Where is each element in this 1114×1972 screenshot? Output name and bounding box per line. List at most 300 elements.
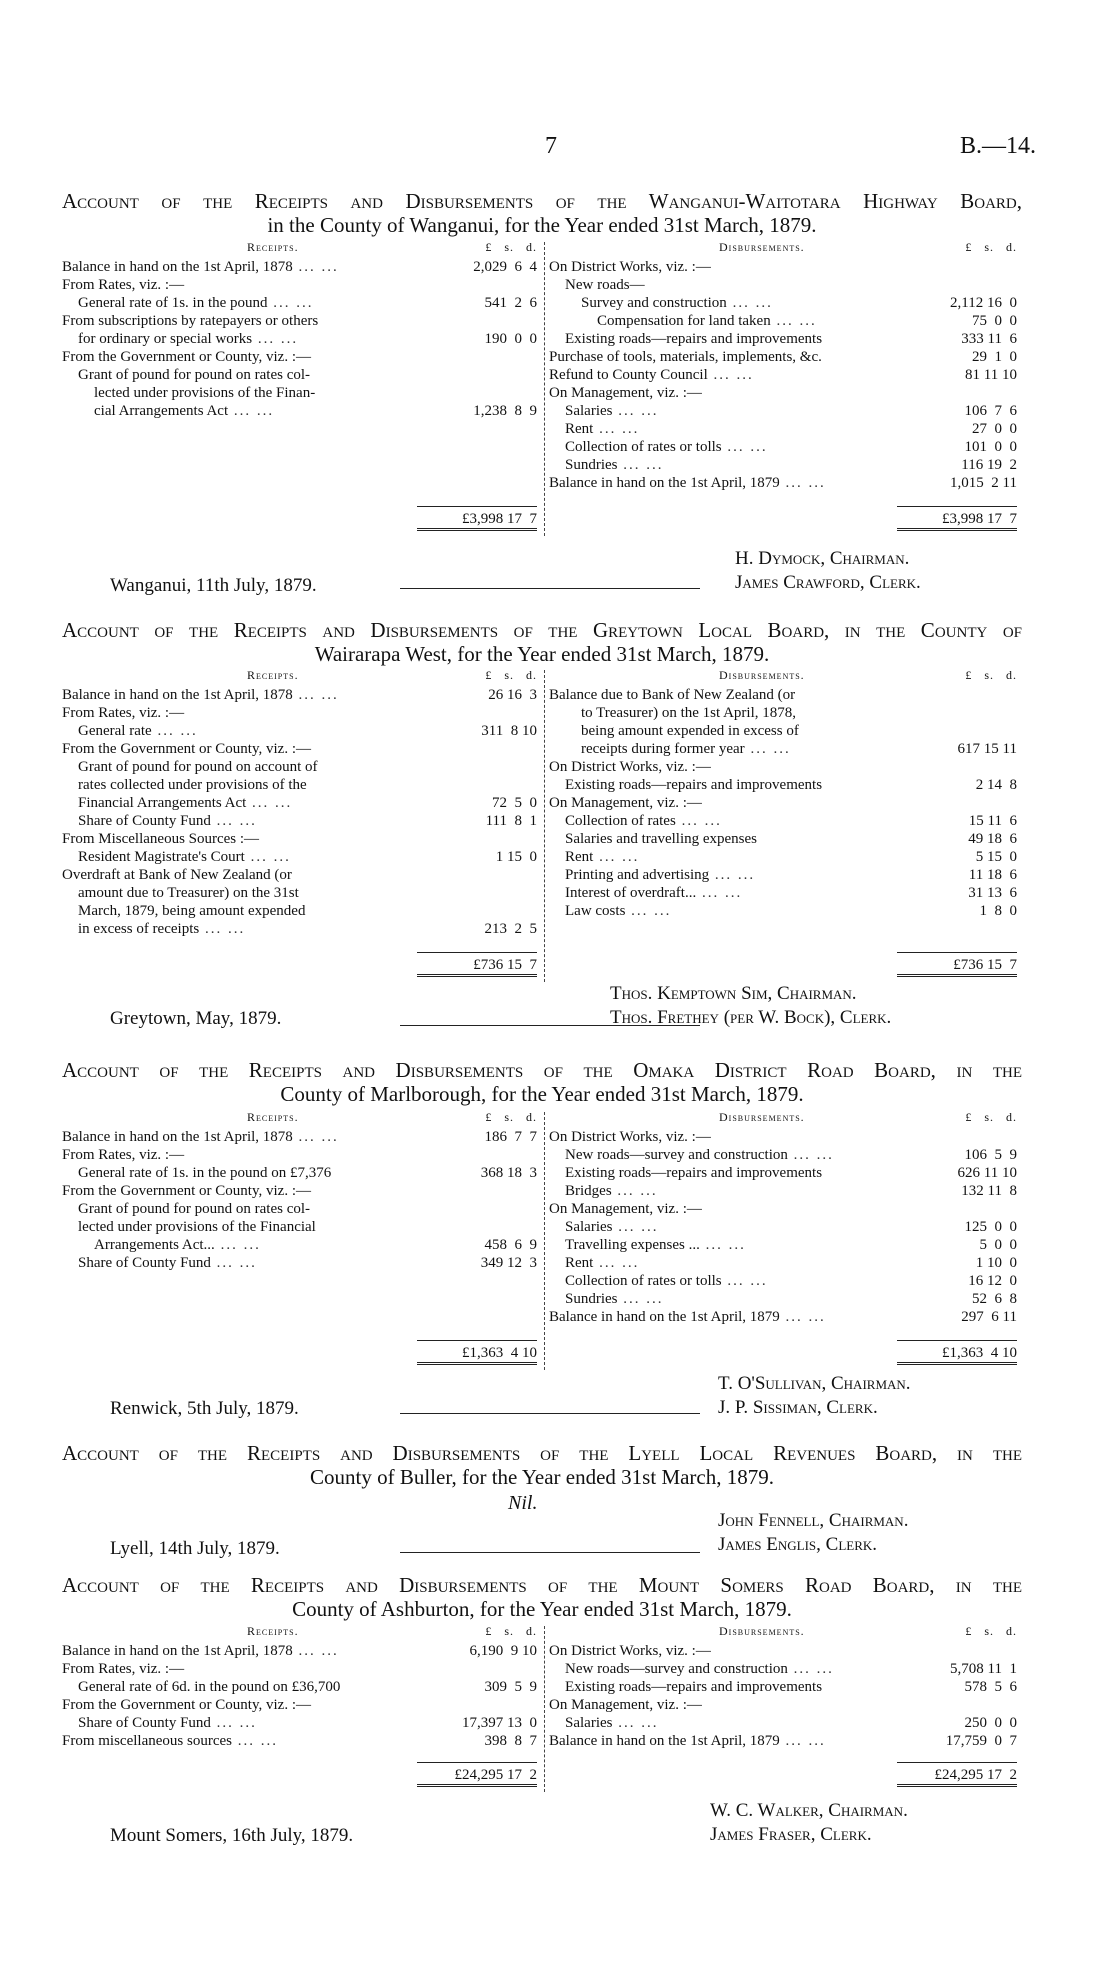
item-label: [62, 920, 392, 938]
item-text: Balance in hand on the 1st April, 1878: [62, 1129, 293, 1145]
item-amount: 190 0 0: [484, 331, 537, 347]
receipt-row: [62, 1200, 542, 1218]
item-text: General rate: [78, 723, 152, 739]
item-text: Collection of rates or tolls: [565, 439, 722, 455]
leader-dots: ... ...: [625, 903, 672, 919]
disbursements-column: [549, 240, 1022, 527]
item-text: Balance due to Bank of New Zealand (or: [549, 687, 796, 703]
receipts-heading: Receipts.: [247, 1110, 299, 1124]
item-label: [62, 402, 392, 420]
disbursement-row: [549, 294, 1022, 312]
item-label: [549, 1236, 874, 1254]
item-text: Grant of pound for pound on rates col-: [78, 1201, 311, 1217]
item-text: From Rates, viz. :—: [62, 1147, 185, 1163]
leader-dots: ... ...: [779, 1309, 826, 1325]
receipt-row: [62, 1642, 542, 1660]
leader-dots: ... ...: [721, 1273, 768, 1289]
item-amount: 626 11 10: [957, 1165, 1017, 1181]
item-text: From the Government or County, viz. :—: [62, 349, 311, 365]
account-title: Account of the Receipts and Disbursements of the Greytown Local Board, in the County of: [62, 618, 1022, 642]
item-text: New roads—: [565, 277, 645, 293]
receipt-row: [62, 1696, 542, 1714]
item-label: [549, 1642, 874, 1660]
item-label: [549, 1714, 874, 1732]
item-label: [549, 312, 874, 330]
leader-dots: ... ...: [709, 867, 756, 883]
item-label: [549, 348, 874, 366]
receipt-row: [62, 294, 542, 312]
item-amount: 132 11 8: [961, 1183, 1017, 1199]
chairman-signature: W. C. Walker, Chairman.: [710, 1800, 908, 1821]
leader-dots: ... ...: [593, 849, 640, 865]
disbursement-row: [549, 1128, 1022, 1146]
item-text: New roads—survey and construction: [565, 1661, 788, 1677]
item-label: [549, 1290, 874, 1308]
disbursement-row: [549, 348, 1022, 366]
receipts-header: [62, 668, 542, 686]
item-amount: 5 15 0: [975, 849, 1017, 865]
leader-dots: ... ...: [292, 687, 339, 703]
item-text: Law costs: [565, 903, 626, 919]
item-text: Existing roads—repairs and improvements: [565, 777, 823, 793]
receipts-column: [62, 1624, 542, 1783]
item-text: On District Works, viz. :—: [549, 1129, 711, 1145]
leader-dots: ... ...: [593, 1255, 640, 1271]
item-text: to Treasurer) on the 1st April, 1878,: [581, 705, 796, 721]
item-amount: 309 5 9: [484, 1679, 537, 1695]
item-label: [549, 420, 874, 438]
disbursements-total: £736 15 7: [897, 952, 1017, 977]
account-subtitle: County of Ashburton, for the Year ended 31st March, 1879.: [292, 1597, 792, 1621]
disbursements-heading: Disbursements.: [719, 668, 805, 682]
receipt-row: [62, 686, 542, 704]
item-amount: 186 7 7: [484, 1129, 537, 1145]
item-label: [549, 1200, 874, 1218]
item-amount: 17,397 13 0: [462, 1715, 537, 1731]
clerk-signature: Thos. Frethey (per W. Bock), Clerk.: [610, 1007, 892, 1028]
item-text: General rate of 1s. in the pound: [78, 295, 268, 311]
receipt-row: [62, 1182, 542, 1200]
item-label: [549, 384, 874, 402]
disbursement-row: [549, 704, 1022, 722]
item-text: Collection of rates: [565, 813, 676, 829]
item-label: [549, 1218, 874, 1236]
item-text: Rent: [565, 1255, 594, 1271]
item-amount: 106 5 9: [964, 1147, 1017, 1163]
leader-dots: ... ...: [611, 1183, 658, 1199]
leader-dots: ... ...: [210, 1255, 257, 1271]
item-text: Collection of rates or tolls: [565, 1273, 722, 1289]
receipts-total: £736 15 7: [417, 952, 537, 977]
item-label: [549, 740, 874, 758]
item-label: [549, 456, 874, 474]
chairman-signature: H. Dymock, Chairman.: [735, 548, 910, 569]
item-text: Travelling expenses ...: [565, 1237, 700, 1253]
item-label: [549, 866, 874, 884]
receipts-heading: Receipts.: [247, 1624, 299, 1638]
receipt-row: [62, 848, 542, 866]
leader-dots: ... ...: [210, 813, 257, 829]
receipt-row: [62, 312, 542, 330]
item-amount: 311 8 10: [481, 723, 537, 739]
disbursement-row: [549, 1696, 1022, 1714]
section-divider: [400, 1413, 700, 1414]
item-label: [549, 884, 874, 902]
item-amount: 72 5 0: [492, 795, 537, 811]
item-label: [549, 294, 874, 312]
leader-dots: ... ...: [199, 921, 246, 937]
item-text: General rate of 6d. in the pound on £36,700: [78, 1679, 341, 1695]
item-label: [549, 704, 874, 722]
item-label: [62, 794, 392, 812]
item-text: Purchase of tools, materials, implements, &c.: [549, 349, 822, 365]
item-text: From Miscellaneous Sources :—: [62, 831, 260, 847]
item-text: lected under provisions of the Finan-: [94, 385, 316, 401]
receipt-row: [62, 384, 542, 402]
item-amount: 1,238 8 9: [473, 403, 537, 419]
item-text: From miscellaneous sources: [62, 1733, 232, 1749]
receipt-row: [62, 402, 542, 420]
disbursements-heading: Disbursements.: [719, 240, 805, 254]
disbursement-row: [549, 1146, 1022, 1164]
leader-dots: ... ...: [593, 421, 640, 437]
column-divider: [544, 670, 545, 982]
item-amount: 398 8 7: [484, 1733, 537, 1749]
item-text: Rent: [565, 849, 594, 865]
item-text: Balance in hand on the 1st April, 1878: [62, 259, 293, 275]
disbursement-row: [549, 812, 1022, 830]
leader-dots: ... ...: [244, 849, 291, 865]
item-label: [62, 1642, 392, 1660]
receipts-header: [62, 1110, 542, 1128]
receipt-row: [62, 758, 542, 776]
disbursement-row: [549, 258, 1022, 276]
disbursements-heading: Disbursements.: [719, 1110, 805, 1124]
item-label: [62, 830, 392, 848]
item-text: From subscriptions by ratepayers or others: [62, 313, 319, 329]
item-text: Financial Arrangements Act: [78, 795, 247, 811]
receipts-heading: Receipts.: [247, 668, 299, 682]
item-label: [62, 704, 392, 722]
item-label: [62, 812, 392, 830]
item-amount: 333 11 6: [961, 331, 1017, 347]
disbursement-row: [549, 438, 1022, 456]
item-text: Salaries: [565, 1219, 613, 1235]
receipt-row: [62, 1128, 542, 1146]
item-text: From the Government or County, viz. :—: [62, 1183, 311, 1199]
leader-dots: ... ...: [214, 1237, 261, 1253]
item-amount: 17,759 0 7: [945, 1733, 1017, 1749]
item-text: Bridges: [565, 1183, 612, 1199]
disbursement-row: [549, 330, 1022, 348]
place-and-date: Greytown, May, 1879.: [110, 1008, 282, 1029]
chairman-signature: T. O'Sullivan, Chairman.: [718, 1373, 911, 1394]
item-amount: 2,029 6 4: [473, 259, 537, 275]
column-divider: [544, 242, 545, 536]
item-text: Grant of pound for pound on account of: [78, 759, 318, 775]
disbursement-row: [549, 1254, 1022, 1272]
item-text: From the Government or County, viz. :—: [62, 741, 311, 757]
receipt-row: [62, 776, 542, 794]
item-text: Survey and construction: [581, 295, 727, 311]
item-text: Sundries: [565, 1291, 618, 1307]
item-label: [549, 330, 874, 348]
leader-dots: ... ...: [770, 313, 817, 329]
disbursements-header: [549, 668, 1022, 686]
item-text: Existing roads—repairs and improvements: [565, 1679, 823, 1695]
receipt-row: [62, 1254, 542, 1272]
disbursement-row: [549, 686, 1022, 704]
leader-dots: ... ...: [292, 1643, 339, 1659]
receipt-row: [62, 920, 542, 938]
disbursement-row: [549, 1290, 1022, 1308]
receipts-column: [62, 668, 542, 973]
item-label: [549, 1732, 874, 1750]
item-label: [62, 384, 392, 402]
item-text: Balance in hand on the 1st April, 1879: [549, 1309, 780, 1325]
receipts-header: [62, 240, 542, 258]
item-label: [62, 258, 392, 276]
disbursement-row: [549, 776, 1022, 794]
disbursement-row: [549, 758, 1022, 776]
item-amount: 541 2 6: [484, 295, 537, 311]
currency-heading: £ s. d.: [485, 668, 537, 682]
item-text: Balance in hand on the 1st April, 1879: [549, 475, 780, 491]
item-label: [62, 686, 392, 704]
leader-dots: ... ...: [696, 885, 743, 901]
receipt-row: [62, 740, 542, 758]
column-divider: [544, 1112, 545, 1370]
item-label: [62, 366, 392, 384]
disbursement-row: [549, 1714, 1022, 1732]
disbursement-row: [549, 1660, 1022, 1678]
item-label: [62, 1164, 392, 1182]
clerk-signature: James Crawford, Clerk.: [735, 572, 921, 593]
item-label: [549, 794, 874, 812]
item-amount: 5 0 0: [979, 1237, 1017, 1253]
receipt-row: [62, 1714, 542, 1732]
page-number: 7: [545, 133, 557, 159]
item-text: Resident Magistrate's Court: [78, 849, 245, 865]
leader-dots: ... ...: [675, 813, 722, 829]
item-label: [549, 1308, 874, 1326]
currency-heading: £ s. d.: [485, 1624, 537, 1638]
item-text: rates collected under provisions of the: [78, 777, 307, 793]
item-label: [549, 276, 874, 294]
disbursement-row: [549, 384, 1022, 402]
leader-dots: ... ...: [779, 1733, 826, 1749]
item-text: Salaries: [565, 403, 613, 419]
item-label: [549, 1182, 874, 1200]
receipt-row: [62, 1146, 542, 1164]
item-label: [62, 348, 392, 366]
item-text: Salaries: [565, 1715, 613, 1731]
receipt-row: [62, 1236, 542, 1254]
item-amount: 368 18 3: [480, 1165, 537, 1181]
place-and-date: Renwick, 5th July, 1879.: [110, 1398, 299, 1419]
item-label: [549, 722, 874, 740]
item-label: [549, 402, 874, 420]
receipts-header: [62, 1624, 542, 1642]
disbursement-row: [549, 1308, 1022, 1326]
item-text: receipts during former year: [581, 741, 745, 757]
disbursement-row: [549, 1272, 1022, 1290]
item-text: Interest of overdraft...: [565, 885, 697, 901]
disbursements-header: [549, 1624, 1022, 1642]
item-label: [549, 758, 874, 776]
item-amount: 1,015 2 11: [950, 475, 1017, 491]
item-amount: 578 5 6: [964, 1679, 1017, 1695]
item-text: New roads—survey and construction: [565, 1147, 788, 1163]
account-title: Account of the Receipts and Disbursements of the Mount Somers Road Board, in the: [62, 1573, 1022, 1597]
item-text: Refund to County Council: [549, 367, 708, 383]
disbursement-row: [549, 902, 1022, 920]
disbursement-row: [549, 276, 1022, 294]
item-amount: 6,190 9 10: [469, 1643, 537, 1659]
receipts-total: £3,998 17 7: [417, 506, 537, 531]
item-label: [62, 1200, 392, 1218]
currency-heading: £ s. d.: [965, 668, 1017, 682]
chairman-signature: John Fennell, Chairman.: [718, 1510, 909, 1531]
receipts-total: £24,295 17 2: [417, 1762, 537, 1787]
item-amount: 27 0 0: [972, 421, 1017, 437]
receipt-row: [62, 866, 542, 884]
item-text: Share of County Fund: [78, 813, 211, 829]
disbursements-column: [549, 1624, 1022, 1783]
item-amount: 116 19 2: [961, 457, 1017, 473]
item-label: [549, 776, 874, 794]
item-label: [549, 1660, 874, 1678]
receipt-row: [62, 902, 542, 920]
chairman-signature: Thos. Kemptown Sim, Chairman.: [610, 983, 857, 1004]
item-label: [549, 686, 874, 704]
disbursement-row: [549, 474, 1022, 492]
item-label: [549, 474, 874, 492]
leader-dots: ... ...: [210, 1715, 257, 1731]
item-amount: 11 18 6: [968, 867, 1017, 883]
item-label: [549, 812, 874, 830]
item-label: [549, 1678, 874, 1696]
leader-dots: ... ...: [246, 795, 293, 811]
clerk-signature: J. P. Sissiman, Clerk.: [718, 1397, 878, 1418]
leader-dots: ... ...: [267, 295, 314, 311]
disbursement-row: [549, 456, 1022, 474]
leader-dots: ... ...: [228, 403, 275, 419]
item-text: On Management, viz. :—: [549, 795, 702, 811]
item-label: [62, 1128, 392, 1146]
receipt-row: [62, 704, 542, 722]
disbursement-row: [549, 1200, 1022, 1218]
disbursements-total: £3,998 17 7: [897, 506, 1017, 531]
section-divider: [400, 1552, 700, 1553]
item-label: [62, 1254, 392, 1272]
currency-heading: £ s. d.: [485, 240, 537, 254]
item-text: in excess of receipts: [78, 921, 200, 937]
item-amount: 5,708 11 1: [950, 1661, 1017, 1677]
item-text: Compensation for land taken: [597, 313, 771, 329]
item-label: [62, 758, 392, 776]
disbursement-row: [549, 1164, 1022, 1182]
disbursements-column: [549, 1110, 1022, 1361]
leader-dots: ... ...: [787, 1661, 834, 1677]
item-amount: 31 13 6: [968, 885, 1017, 901]
item-label: [549, 1254, 874, 1272]
disbursement-row: [549, 1236, 1022, 1254]
item-text: Grant of pound for pound on rates col-: [78, 367, 311, 383]
item-amount: 250 0 0: [964, 1715, 1017, 1731]
item-text: From the Government or County, viz. :—: [62, 1697, 311, 1713]
receipt-row: [62, 348, 542, 366]
receipt-row: [62, 1164, 542, 1182]
item-amount: 458 6 9: [484, 1237, 537, 1253]
leader-dots: ... ...: [151, 723, 198, 739]
place-and-date: Lyell, 14th July, 1879.: [110, 1538, 280, 1559]
item-text: cial Arrangements Act: [94, 403, 229, 419]
item-amount: 349 12 3: [480, 1255, 537, 1271]
item-amount: 125 0 0: [964, 1219, 1017, 1235]
item-label: [62, 722, 392, 740]
receipts-column: [62, 1110, 542, 1361]
disbursements-column: [549, 668, 1022, 973]
item-label: [549, 1146, 874, 1164]
item-text: On District Works, viz. :—: [549, 259, 711, 275]
item-text: From Rates, viz. :—: [62, 277, 185, 293]
item-amount: 1 10 0: [975, 1255, 1017, 1271]
leader-dots: ... ...: [787, 1147, 834, 1163]
item-label: [549, 1696, 874, 1714]
leader-dots: ... ...: [252, 331, 299, 347]
column-divider: [544, 1626, 545, 1792]
item-text: On District Works, viz. :—: [549, 1643, 711, 1659]
item-text: On Management, viz. :—: [549, 385, 702, 401]
receipt-row: [62, 276, 542, 294]
receipt-row: [62, 830, 542, 848]
item-label: [549, 1128, 874, 1146]
item-text: Existing roads—repairs and improvements: [565, 331, 823, 347]
item-label: [62, 1732, 392, 1750]
receipt-row: [62, 722, 542, 740]
item-label: [62, 1660, 392, 1678]
item-label: [62, 312, 392, 330]
clerk-signature: James Englis, Clerk.: [718, 1534, 878, 1555]
disbursements-total: £24,295 17 2: [897, 1762, 1017, 1787]
item-text: Overdraft at Bank of New Zealand (or: [62, 867, 292, 883]
item-label: [549, 830, 874, 848]
receipt-row: [62, 1732, 542, 1750]
disbursements-header: [549, 240, 1022, 258]
item-label: [549, 438, 874, 456]
item-text: Rent: [565, 421, 594, 437]
account-subtitle: County of Buller, for the Year ended 31st March, 1879.: [310, 1465, 774, 1489]
item-text: On District Works, viz. :—: [549, 759, 711, 775]
item-label: [62, 1678, 392, 1696]
currency-heading: £ s. d.: [965, 1624, 1017, 1638]
item-label: [62, 1218, 392, 1236]
account-subtitle: County of Marlborough, for the Year ended 31st March, 1879.: [280, 1082, 804, 1106]
clerk-signature: James Fraser, Clerk.: [710, 1824, 872, 1845]
item-amount: 49 18 6: [968, 831, 1017, 847]
item-text: Share of County Fund: [78, 1255, 211, 1271]
item-text: On Management, viz. :—: [549, 1697, 702, 1713]
receipt-row: [62, 812, 542, 830]
disbursement-row: [549, 420, 1022, 438]
item-amount: 2,112 16 0: [950, 295, 1017, 311]
item-text: Balance in hand on the 1st April, 1878: [62, 1643, 293, 1659]
disbursements-total: £1,363 4 10: [897, 1340, 1017, 1365]
item-amount: 29 1 0: [972, 349, 1017, 365]
item-amount: 297 6 11: [961, 1309, 1017, 1325]
item-amount: 52 6 8: [972, 1291, 1017, 1307]
